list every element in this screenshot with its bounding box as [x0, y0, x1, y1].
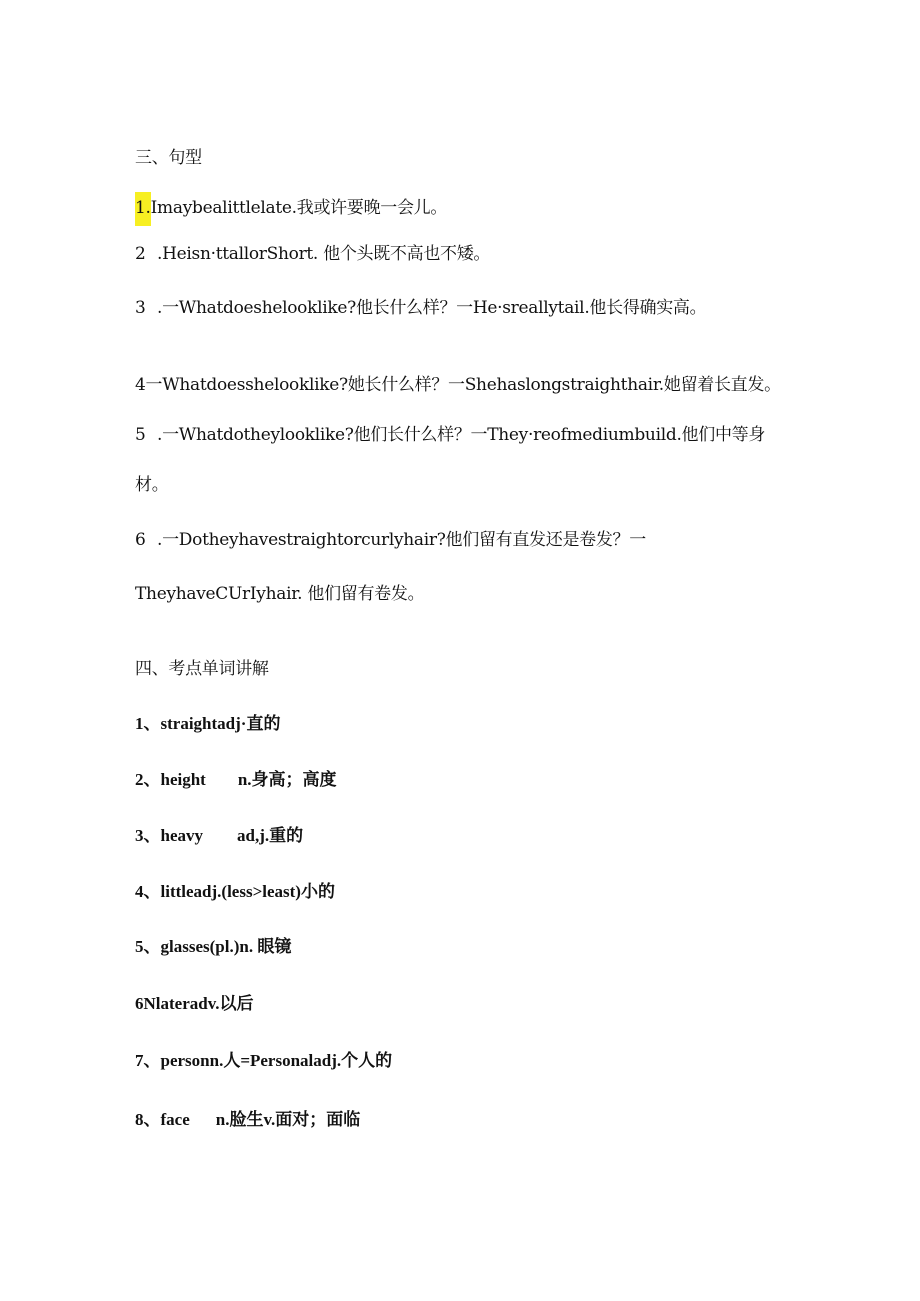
vocab-item-2: [135, 768, 337, 792]
vocab-word: glasses(pl.)n. 眼镜: [160, 937, 292, 956]
vocab-word: personn.人=Personaladj.个人的: [160, 1051, 393, 1070]
vocab-item-7: [135, 1049, 392, 1073]
sentence-5: [135, 423, 765, 447]
sentence-number: 1.: [135, 198, 151, 218]
sentence-number: 5: [135, 425, 146, 445]
vocab-number: 1、: [135, 714, 161, 733]
highlight-mark: [135, 192, 151, 226]
sentence-number: 6: [135, 530, 146, 550]
vocab-item-8: [135, 1108, 360, 1132]
sentence-number: 2: [135, 244, 146, 264]
sentence-3: [135, 296, 706, 320]
sentence-text: .一Whatdoeshelooklike?他长什么样？一He·sreallytail.他长得确实高。: [157, 298, 707, 318]
sentence-text: 材。: [135, 475, 169, 495]
vocab-item-5: [135, 935, 291, 959]
vocab-number: 3、: [135, 826, 161, 845]
vocab-word: littleadj.(less>least)小的: [160, 882, 335, 901]
sentence-text: .一Whatdotheylooklike?他们长什么样？一They·reofmediumbuild.他们中等身: [157, 425, 766, 445]
vocab-item-3: [135, 824, 303, 848]
vocab-number: 7、: [135, 1051, 161, 1070]
vocab-heading: 四、考点单词讲解: [135, 659, 269, 679]
vocab-word: height: [160, 770, 206, 789]
vocab-meaning: n.脸生v.面对；面临: [215, 1110, 361, 1129]
vocab-word: 6Nlateradv.以后: [135, 994, 254, 1013]
sentence-text: .一Dotheyhavestraightorcurlyhair?他们留有直发还是卷发？一: [157, 530, 646, 550]
vocab-meaning: ad,j.重的: [237, 826, 304, 845]
sentence-2: [135, 242, 490, 266]
vocab-number: 5、: [135, 937, 161, 956]
vocab-meaning: n.身高；高度: [237, 770, 337, 789]
vocab-word: heavy: [160, 826, 203, 845]
vocab-number: 8、: [135, 1110, 161, 1129]
sentence-text: TheyhaveCUrIyhair. 他们留有卷发。: [135, 584, 425, 604]
sentence-number: 4: [135, 375, 146, 395]
sentence-text: 一Whatdoesshelooklike?她长什么样？一Shehaslongstraighthair.她留着长直发。: [145, 375, 781, 395]
vocab-item-4: [135, 880, 335, 904]
sentences-heading: 三、句型: [135, 148, 202, 168]
sentence-text: Imaybealittlelate.我或许要晚一会儿。: [150, 198, 448, 218]
vocab-word: face: [160, 1110, 190, 1129]
sentence-6-continued: [135, 582, 424, 606]
vocab-item-6: [135, 992, 254, 1016]
sentence-6: [135, 528, 646, 552]
vocab-item-1: [135, 712, 280, 736]
sentence-5-continued: [135, 473, 168, 497]
sentence-number: 3: [135, 298, 146, 318]
sentence-4: [135, 373, 781, 397]
sentence-1: [135, 192, 447, 226]
sentence-text: .Heisn·ttallorShort. 他个头既不高也不矮。: [157, 244, 491, 264]
vocab-number: 4、: [135, 882, 161, 901]
vocab-number: 2、: [135, 770, 161, 789]
vocab-word: straightadj·直的: [160, 714, 281, 733]
